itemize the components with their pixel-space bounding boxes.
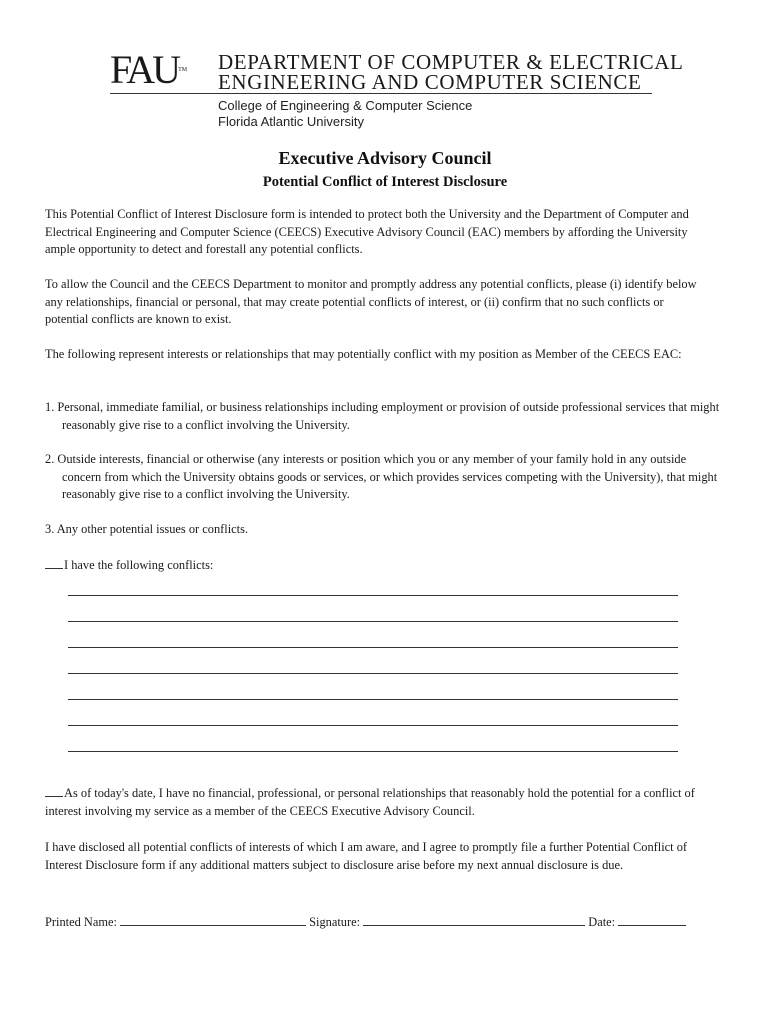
conflicts-option (45, 557, 710, 575)
conflict-entry-line[interactable] (68, 595, 678, 596)
conflicts-checkbox-blank[interactable] (45, 557, 63, 569)
conflicts-option-label: I have the following conflicts: (64, 558, 214, 572)
no-conflicts-option (45, 785, 710, 820)
letterhead (110, 47, 684, 138)
disclosure-agreement: I have disclosed all potential conflicts of interests of which I am aware, and I agree to promptly file a further Potential Conflict of Interest Disclosure form if any additional matters subject to disclosure arise before my next annual disclosure is due. (45, 840, 688, 872)
department-name-line1: DEPARTMENT OF COMPUTER & ELECTRICAL (218, 50, 684, 74)
signature-field[interactable] (363, 914, 585, 926)
list-item-other: 3. Any other potential issues or conflicts. (45, 522, 249, 536)
interests-paragraph: The following represent interests or relationships that may potentially conflict with my position as Member of the CEECS EAC: (45, 347, 682, 361)
printed-name-label: Printed Name: (45, 915, 117, 929)
document-title: Executive Advisory Council (278, 148, 492, 168)
logo-trademark: TM (178, 67, 188, 73)
date-field[interactable] (618, 914, 686, 926)
signature-label: Signature: (309, 915, 361, 929)
conflict-entry-line[interactable] (68, 647, 678, 648)
no-conflicts-checkbox-blank[interactable] (45, 785, 63, 797)
logo-text: FAU (110, 47, 179, 92)
conflict-entry-line[interactable] (68, 673, 678, 674)
signature-row (45, 914, 710, 932)
date-label: Date: (588, 915, 616, 929)
monitor-paragraph: To allow the Council and the CEECS Department to monitor and promptly address any potential conflicts, please (i) identify below any relationships, financial or personal, that may create potential conflicts of interest, or (ii) confirm that no such conflicts or potential conflicts are known to exist. (45, 277, 697, 326)
list-item-personal: 1. Personal, immediate familial, or business relationships including employment or provision of outside professional services that might reasonably give rise to a conflict involving the University. (45, 400, 720, 432)
letterhead-divider (110, 93, 652, 94)
conflict-entry-line[interactable] (68, 725, 678, 726)
college-name: College of Engineering & Computer Science (218, 98, 473, 113)
document-subtitle: Potential Conflict of Interest Disclosure (262, 174, 508, 190)
intro-paragraph: This Potential Conflict of Interest Disclosure form is intended to protect both the University and the Department of Computer and Electrical Engineering and Computer Science (CEECS) Executive Advisory Council (EAC) members by affording the University ample opportunity to detect and forestall any potential conflicts. (45, 207, 689, 256)
university-name: Florida Atlantic University (218, 114, 364, 129)
department-name-line2: ENGINEERING AND COMPUTER SCIENCE (218, 70, 642, 94)
conflict-entry-line[interactable] (68, 699, 678, 700)
fau-logo (110, 48, 200, 92)
list-item-outside-interests: 2. Outside interests, financial or otherwise (any interests or position which you or any member of your family hold in any outside concern from which the University obtains goods or services, or which provides services competing with the University), that might reasonably give rise to a conflict involving the University. (45, 452, 718, 501)
printed-name-field[interactable] (120, 914, 306, 926)
no-conflicts-option-label: As of today's date, I have no financial, professional, or personal relationships that reasonably hold the potential for a conflict of interest involving my service as a member of the CEECS Executive Advisory Council. (45, 786, 695, 818)
conflict-entry-line[interactable] (68, 751, 678, 752)
college-block (218, 98, 472, 130)
conflict-entry-line[interactable] (68, 621, 678, 622)
